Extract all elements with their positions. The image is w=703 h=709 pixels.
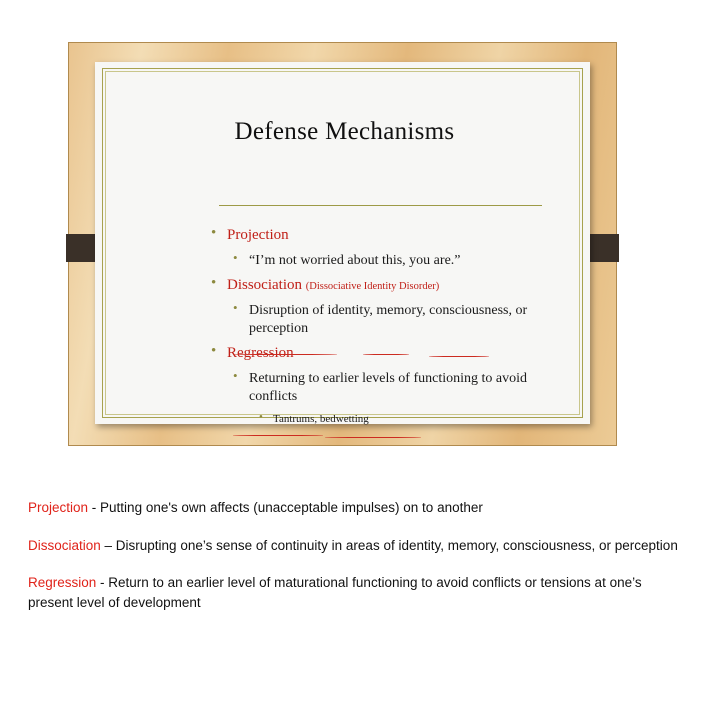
notes-section [28, 498, 678, 630]
bullet-projection-quote-label: “I’m not worried about this, you are.” [249, 253, 461, 268]
note-regression-body: - Return to an earlier level of maturational functioning to avoid conflicts or tensions at one’s present level of development [28, 575, 642, 610]
bullet-dissociation-detail-label: Disruption of identity, memory, consciousness, or perception [249, 302, 528, 336]
slide-content [129, 90, 560, 425]
note-dissociation [28, 536, 678, 556]
annotation-underline-4 [233, 435, 323, 436]
bullet-projection-quote [209, 252, 554, 270]
slide-bullet-list [209, 220, 554, 425]
bullet-regression-label: Regression [227, 344, 294, 361]
slide-page [95, 62, 590, 424]
bullet-dissociation-paren: (Dissociative Identity Disorder) [305, 280, 440, 292]
note-dissociation-term: Dissociation [28, 537, 101, 553]
note-projection-body: - Putting one's own affects (unacceptable impulses) on to another [88, 500, 483, 515]
bullet-projection [209, 227, 554, 244]
bullet-dissociation-label: Dissociation [227, 276, 302, 293]
bullet-regression-detail [209, 370, 554, 406]
bullet-regression-examples-label: Tantrums, bedwetting [273, 412, 369, 425]
bullet-dissociation [209, 277, 554, 294]
bullet-regression-examples [209, 413, 554, 425]
slide-image [68, 42, 617, 446]
note-projection-term: Projection [28, 500, 89, 515]
note-regression-term: Regression [28, 575, 97, 591]
annotation-underline-5 [325, 437, 421, 438]
note-dissociation-body: – Disrupting one’s sense of continuity in areas of identity, memory, consciousness, or perception [100, 537, 678, 553]
bullet-projection-label: Projection [227, 227, 289, 243]
note-projection [28, 498, 678, 518]
note-regression [28, 573, 678, 612]
annotation-underline-1 [233, 354, 337, 355]
annotation-underline-3 [429, 356, 489, 357]
title-divider [219, 205, 542, 206]
slide-title: Defense Mechanisms [234, 118, 455, 145]
bullet-regression-detail-label: Returning to earlier levels of functioning to avoid conflicts [249, 370, 527, 404]
bullet-dissociation-detail [209, 302, 554, 338]
